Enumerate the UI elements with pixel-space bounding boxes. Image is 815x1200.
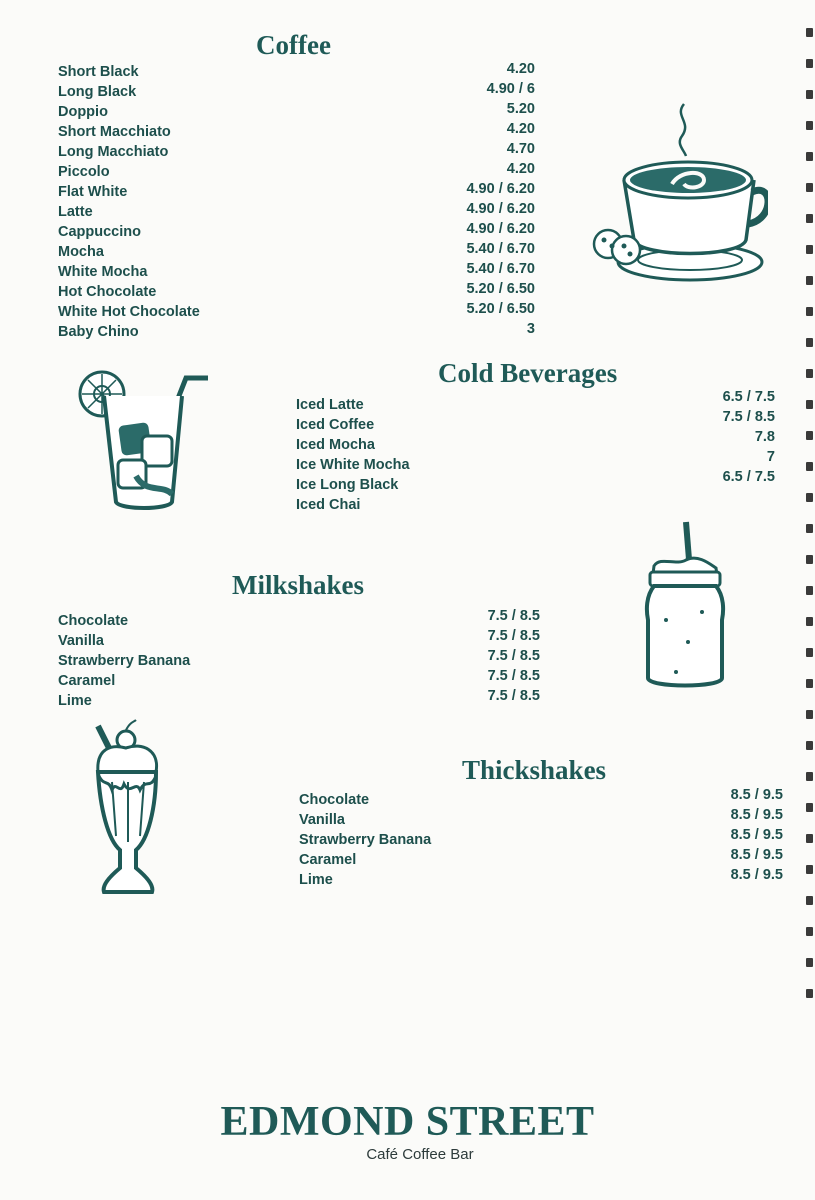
- menu-item: Cappuccino: [58, 224, 141, 240]
- milkshakes-title: Milkshakes: [232, 570, 365, 600]
- thickshakes-title: Thickshakes: [462, 755, 607, 785]
- menu-item: Short Macchiato: [58, 124, 171, 140]
- menu-item: Mocha: [58, 244, 104, 260]
- binding-ring: [806, 59, 813, 68]
- menu-item: Caramel: [299, 852, 357, 868]
- item-price: 8.5 / 9.5: [730, 847, 783, 863]
- menu-item: White Hot Chocolate: [58, 304, 200, 320]
- item-price: 4.90 / 6.20: [466, 201, 535, 217]
- binding-ring: [806, 338, 813, 347]
- item-price: 8.5 / 9.5: [730, 827, 783, 843]
- item-price: 4.90 / 6: [486, 81, 535, 97]
- binding-ring: [806, 989, 813, 998]
- binding-ring: [806, 369, 813, 378]
- binding-ring: [806, 524, 813, 533]
- milkshake-glass-icon: [90, 718, 170, 902]
- menu-item: Long Macchiato: [58, 144, 169, 160]
- binding-ring: [806, 586, 813, 595]
- item-price: 7: [766, 449, 775, 465]
- item-price: 4.20: [506, 161, 535, 177]
- menu-item: Vanilla: [58, 633, 104, 649]
- binding-ring: [806, 958, 813, 967]
- binding-ring: [806, 28, 813, 37]
- binding-ring: [806, 617, 813, 626]
- menu-item: Iced Latte: [296, 397, 364, 413]
- binding-ring: [806, 276, 813, 285]
- item-price: 5.40 / 6.70: [466, 261, 535, 277]
- cold-beverages-prices: [723, 387, 775, 487]
- item-price: 4.90 / 6.20: [466, 221, 535, 237]
- item-price: 7.5 / 8.5: [487, 648, 540, 664]
- binding-ring: [806, 183, 813, 192]
- menu-item: Chocolate: [58, 613, 129, 629]
- item-price: 4.20: [506, 121, 535, 137]
- menu-item: Iced Coffee: [296, 417, 375, 433]
- binding-ring: [806, 121, 813, 130]
- coffee-items: [58, 62, 200, 342]
- menu-item: Chocolate: [299, 792, 370, 808]
- item-price: 7.5 / 8.5: [487, 668, 540, 684]
- item-price: 3: [526, 321, 535, 337]
- item-price: 7.8: [754, 429, 775, 445]
- item-price: 5.20: [506, 101, 535, 117]
- item-price: 6.5 / 7.5: [722, 389, 775, 405]
- binding-ring: [806, 245, 813, 254]
- coffee-prices: [466, 59, 535, 339]
- binding-ring: [806, 648, 813, 657]
- item-price: 4.20: [506, 61, 535, 77]
- thickshakes-items: [299, 790, 431, 890]
- binding-ring: [806, 741, 813, 750]
- binding-ring: [806, 772, 813, 781]
- menu-item: Hot Chocolate: [58, 284, 157, 300]
- mason-jar-icon: [640, 520, 730, 696]
- binding-ring: [806, 493, 813, 502]
- item-price: 8.5 / 9.5: [730, 787, 783, 803]
- menu-item: Strawberry Banana: [299, 832, 432, 848]
- milkshakes-items: [58, 611, 190, 711]
- binding-ring: [806, 710, 813, 719]
- coffee-cup-icon: [588, 100, 768, 290]
- item-price: 5.20 / 6.50: [466, 281, 535, 297]
- cold-beverages-items: [296, 395, 410, 515]
- binding-ring: [806, 865, 813, 874]
- item-price: 7.5 / 8.5: [487, 628, 540, 644]
- menu-item: White Mocha: [58, 264, 148, 280]
- menu-item: Doppio: [58, 104, 108, 120]
- menu-item: Flat White: [58, 184, 128, 200]
- item-price: 6.5 / 7.5: [722, 469, 775, 485]
- binding-ring: [806, 555, 813, 564]
- binding-ring: [806, 462, 813, 471]
- coffee-title: Coffee: [256, 30, 331, 60]
- menu-item: Iced Mocha: [296, 437, 375, 453]
- binding-ring: [806, 834, 813, 843]
- milkshakes-prices: [488, 606, 540, 706]
- item-price: 5.40 / 6.70: [466, 241, 535, 257]
- iced-drink-icon: [76, 366, 216, 516]
- item-price: 5.20 / 6.50: [466, 301, 535, 317]
- menu-item: Lime: [58, 693, 92, 709]
- binding-ring: [806, 307, 813, 316]
- item-price: 4.70: [506, 141, 535, 157]
- menu-item: Ice White Mocha: [296, 457, 410, 473]
- binding-ring: [806, 927, 813, 936]
- binding-ring: [806, 896, 813, 905]
- brand-tagline: Café Coffee Bar: [366, 1146, 474, 1163]
- item-price: 8.5 / 9.5: [730, 807, 783, 823]
- binding-ring: [806, 214, 813, 223]
- binding-ring: [806, 90, 813, 99]
- menu-item: Baby Chino: [58, 324, 139, 340]
- menu-item: Vanilla: [299, 812, 345, 828]
- menu-item: Short Black: [58, 64, 139, 80]
- menu-item: Long Black: [58, 84, 137, 100]
- item-price: 4.90 / 6.20: [466, 181, 535, 197]
- menu-item: Piccolo: [58, 164, 110, 180]
- menu-item: Iced Chai: [296, 497, 361, 513]
- cold-beverages-title: Cold Beverages: [438, 358, 618, 388]
- menu-item: Latte: [58, 204, 93, 220]
- thickshakes-prices: [731, 785, 783, 885]
- menu-item: Lime: [299, 872, 333, 888]
- item-price: 7.5 / 8.5: [722, 409, 775, 425]
- item-price: 7.5 / 8.5: [487, 608, 540, 624]
- binding-ring: [806, 152, 813, 161]
- menu-item: Strawberry Banana: [58, 653, 191, 669]
- item-price: 8.5 / 9.5: [730, 867, 783, 883]
- binding-ring: [806, 679, 813, 688]
- menu-item: Ice Long Black: [296, 477, 399, 493]
- menu-item: Caramel: [58, 673, 116, 689]
- item-price: 7.5 / 8.5: [487, 688, 540, 704]
- binding-ring: [806, 400, 813, 409]
- binding-ring: [806, 431, 813, 440]
- spiral-binding: [801, 0, 815, 1200]
- brand-name: EDMOND STREET: [220, 1099, 595, 1145]
- binding-ring: [806, 803, 813, 812]
